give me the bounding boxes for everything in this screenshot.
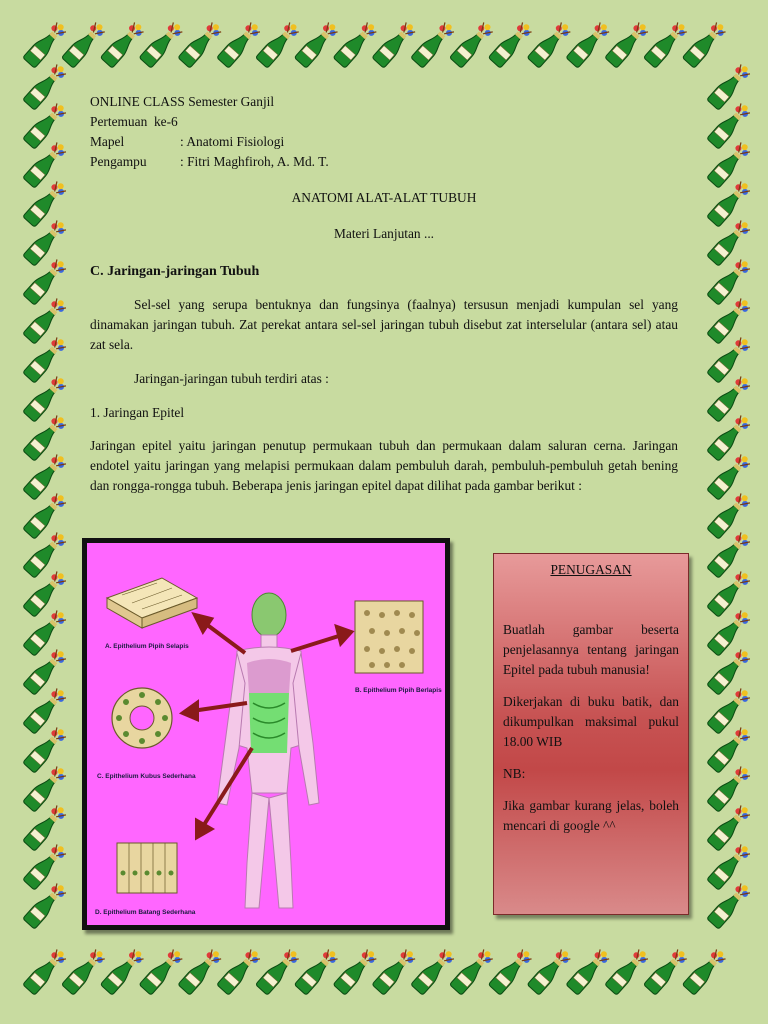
subject-value: : Anatomi Fisiologi (180, 134, 285, 149)
bottle-icon (707, 335, 753, 384)
bottle-icon (643, 20, 689, 69)
bottle-icon (643, 947, 689, 996)
bottle-icon (23, 452, 69, 501)
bottle-icon (707, 725, 753, 774)
bottle-icon (605, 20, 651, 69)
squamous-stratified-tissue (355, 601, 423, 673)
bottle-icon (527, 947, 573, 996)
bottle-icon (23, 881, 69, 930)
bottle-icon (488, 947, 534, 996)
figure-label-a: A. Epithelium Pipih Selapis (105, 643, 189, 650)
bottle-icon (23, 257, 69, 306)
meeting-line: Pertemuan ke-6 (90, 114, 178, 129)
bottle-icon (707, 179, 753, 228)
class-info-line: ONLINE CLASS Semester Ganjil (90, 94, 275, 109)
subheading-epithelium: 1. Jaringan Epitel (90, 405, 185, 420)
bottle-icon (707, 101, 753, 150)
bottle-icon (23, 764, 69, 813)
bottle-icon (23, 140, 69, 189)
bottle-icon (707, 647, 753, 696)
bottle-icon (372, 20, 418, 69)
bottle-icon (100, 20, 146, 69)
bottle-icon (333, 947, 379, 996)
bottle-icon (707, 62, 753, 111)
assignment-nb-label: NB: (503, 766, 526, 781)
bottle-icon (294, 947, 340, 996)
bottle-icon (707, 452, 753, 501)
bottle-icon (23, 413, 69, 462)
bottle-icon (23, 62, 69, 111)
bottle-icon (449, 20, 495, 69)
bottle-icon (411, 20, 457, 69)
bottle-icon (23, 569, 69, 618)
human-body-illustration (87, 543, 445, 925)
assignment-title: PENUGASAN (550, 562, 632, 577)
bottle-icon (217, 20, 263, 69)
document-body (90, 92, 678, 496)
teacher-label: Pengampu (90, 154, 147, 169)
internal-organs (247, 659, 291, 753)
bottle-icon (707, 140, 753, 189)
bottle-icon (707, 842, 753, 891)
bottle-icon (23, 335, 69, 384)
bottle-icon (23, 491, 69, 540)
bottle-icon (139, 20, 185, 69)
bottle-icon (255, 947, 301, 996)
bottle-icon (178, 947, 224, 996)
bottle-icon (139, 947, 185, 996)
bottle-icon (707, 296, 753, 345)
bottle-icon (294, 20, 340, 69)
bottle-icon (707, 569, 753, 618)
assignment-box (493, 553, 689, 915)
figure-label-d: D. Epithelium Batang Sederhana (95, 909, 196, 916)
columnar-simple-tissue (117, 843, 177, 893)
bottle-icon (488, 20, 534, 69)
bottle-icon (372, 947, 418, 996)
bottle-icon (707, 257, 753, 306)
paragraph-epithelium: Jaringan epitel yaitu jaringan penutup permukaan tubuh dan permukaan dalam saluran cerna. Jaringan endotel yaitu jaringan yang melapisi permukaan dalam pembuluh darah, pembuluh-pembuluh getah bening dan rongga-rongga tubuh. Beberapa jenis jaringan epitel dapat dilihat pada gambar berikut : (90, 438, 678, 493)
bottle-icon (23, 686, 69, 735)
paragraph-tissue-types: Jaringan-jaringan tubuh terdiri atas : (134, 371, 329, 386)
bottle-icon (23, 608, 69, 657)
bottle-icon (411, 947, 457, 996)
section-heading: C. Jaringan-jaringan Tubuh (90, 264, 260, 279)
bottle-icon (566, 20, 612, 69)
bottle-icon (707, 374, 753, 423)
bottle-icon (23, 101, 69, 150)
document-subtitle: Materi Lanjutan ... (333, 226, 435, 241)
figure-canvas (87, 543, 445, 925)
bottle-icon (23, 947, 69, 996)
bottle-icon (707, 491, 753, 540)
paragraph-tissue-definition: Sel-sel yang serupa bentuknya dan fungsinya (faalnya) tersusun menjadi kumpulan sel yang dinamakan jaringan tubuh. Zat perekat antara sel-sel jaringan tubuh disebut zat interselular (antara sel) atau zat sela. (90, 297, 678, 352)
bottle-icon (682, 947, 728, 996)
bottle-icon (527, 20, 573, 69)
bottle-icon (217, 947, 263, 996)
bottle-icon (566, 947, 612, 996)
bottle-icon (707, 803, 753, 852)
bottle-icon (23, 296, 69, 345)
bottle-icon (707, 608, 753, 657)
bottle-icon (23, 803, 69, 852)
subject-label: Mapel (90, 134, 125, 149)
bottle-icon (61, 20, 107, 69)
bottle-icon (682, 20, 728, 69)
squamous-simple-tissue (107, 578, 197, 628)
bottle-icon (707, 413, 753, 462)
bottle-icon (23, 20, 69, 69)
figure-label-b: B. Epithelium Pipih Berlapis (355, 687, 442, 694)
bottle-icon (23, 530, 69, 579)
bottle-icon (23, 725, 69, 774)
bottle-icon (707, 686, 753, 735)
bottle-icon (100, 947, 146, 996)
teacher-line (90, 152, 678, 172)
bottle-icon (707, 881, 753, 930)
assignment-deadline: Dikerjakan di buku batik, dan dikumpulkan maksimal pukul 18.00 WIB (503, 694, 679, 749)
bottle-icon (449, 947, 495, 996)
cuboidal-simple-tissue (112, 688, 172, 748)
bottle-icon (178, 20, 224, 69)
bottle-icon (23, 374, 69, 423)
bottle-icon (707, 530, 753, 579)
bottle-icon (23, 647, 69, 696)
subject-line (90, 132, 678, 152)
teacher-value: : Fitri Maghfiroh, A. Md. T. (180, 154, 329, 169)
bottle-icon (605, 947, 651, 996)
document-title: ANATOMI ALAT-ALAT TUBUH (291, 190, 477, 205)
assignment-instruction: Buatlah gambar beserta penjelasannya tentang jaringan Epitel pada tubuh manusia! (503, 622, 679, 677)
bottle-icon (23, 218, 69, 267)
bottle-icon (23, 842, 69, 891)
figure-label-c: C. Epithelium Kubus Sederhana (97, 773, 196, 780)
epithelium-figure (82, 538, 450, 930)
bottle-icon (255, 20, 301, 69)
bottle-icon (333, 20, 379, 69)
assignment-nb-note: Jika gambar kurang jelas, boleh mencari di google ^^ (503, 798, 679, 833)
bottle-icon (61, 947, 107, 996)
bottle-icon (707, 218, 753, 267)
bottle-icon (23, 179, 69, 228)
bottle-icon (707, 764, 753, 813)
